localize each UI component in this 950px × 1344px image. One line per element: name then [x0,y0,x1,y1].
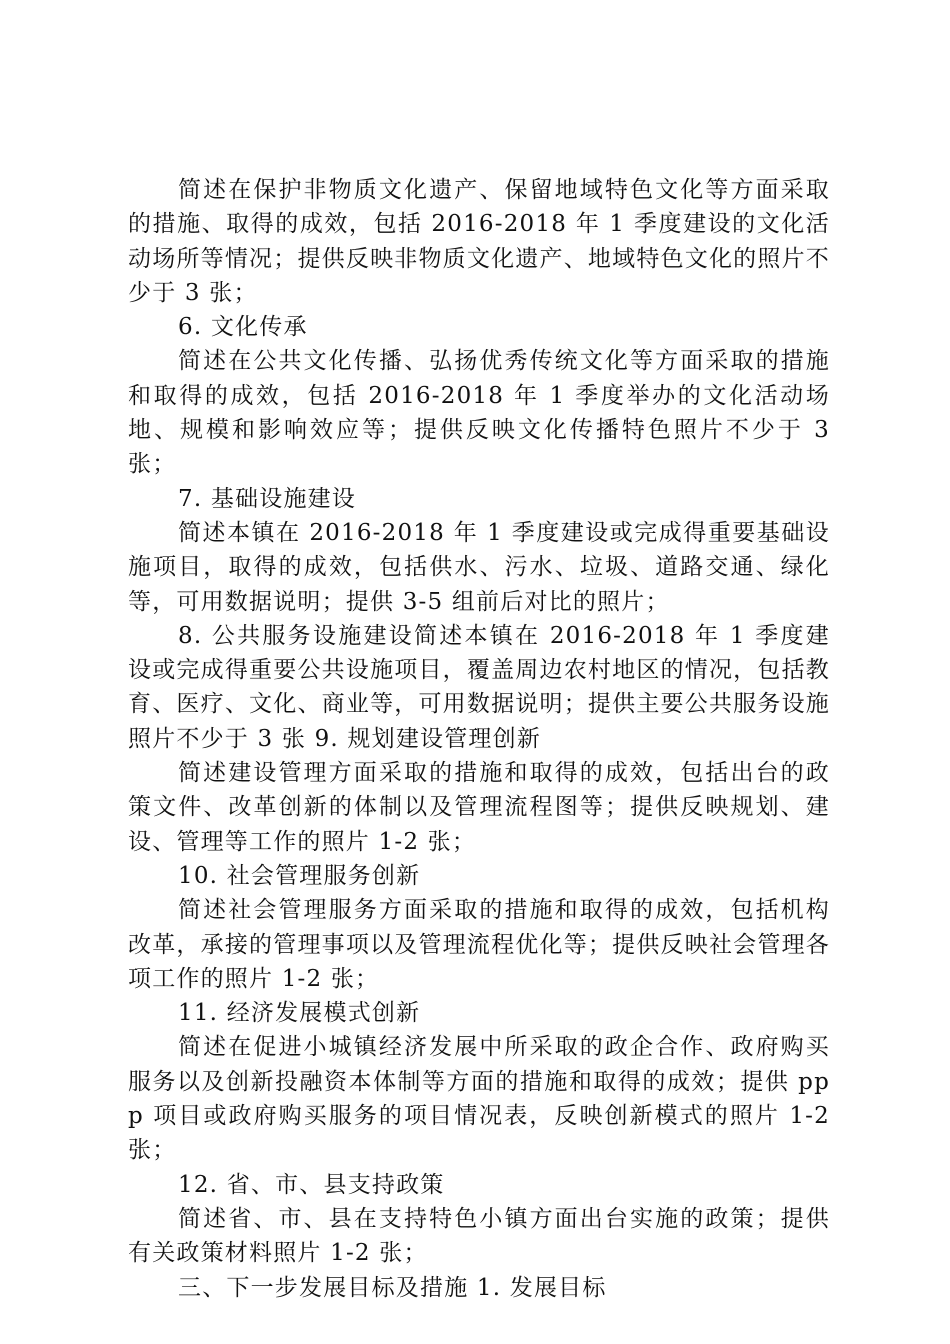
paragraph-support-policy: 简述省、市、县在支持特色小镇方面出台实施的政策；提供有关政策材料照片 1-2 张； [128,1205,830,1267]
paragraph-planning-management: 简述建设管理方面采取的措施和取得的成效，包括出台的政策文件、改革创新的体制以及管理流程图等；提供反映规划、建设、管理等工作的照片 1-2 张； [128,760,830,855]
heading-infrastructure: 7. 基础设施建设 [178,485,357,512]
heading-support-policy: 12. 省、市、县支持政策 [178,1171,445,1198]
paragraph-social-management: 简述社会管理服务方面采取的措施和取得的成效，包括机构改革，承接的管理事项以及管理流程优化等；提供反映社会管理各项工作的照片 1-2 张； [128,897,830,992]
paragraph-cultural-inheritance: 简述在公共文化传播、弘扬优秀传统文化等方面采取的措施和取得的成效，包括 2016-2018 年 1 季度举办的文化活动场地、规模和影响效应等；提供反映文化传播特色照片不少于 3 张； [128,348,830,478]
paragraph-infrastructure: 简述本镇在 2016-2018 年 1 季度建设或完成得重要基础设施项目，取得的成效，包括供水、污水、垃圾、道路交通、绿化等，可用数据说明；提供 3-5 组前后对比的照片； [128,519,830,615]
document-body [128,173,830,1305]
heading-cultural-inheritance: 6. 文化传承 [178,314,308,341]
heading-economic-model: 11. 经济发展模式创新 [178,1000,421,1027]
heading-social-management: 10. 社会管理服务创新 [178,862,421,889]
paragraph-economic-model: 简述在促进小城镇经济发展中所采取的政企合作、政府购买服务以及创新投融资本体制等方面的措施和取得的成效；提供 ppp 项目或政府购买服务的项目情况表，反映创新模式的照片 1-2 张； [128,1034,830,1164]
heading-next-steps: 三、下一步发展目标及措施 1. 发展目标 [178,1274,607,1301]
paragraph-public-service-facilities: 8. 公共服务设施建设简述本镇在 2016-2018 年 1 季度建设或完成得重要公共设施项目，覆盖周边农村地区的情况，包括教育、医疗、文化、商业等，可用数据说明；提供主要公共服务设施照片不少于 3 张 9. 规划建设管理创新 [128,622,830,752]
paragraph-intangible-heritage: 简述在保护非物质文化遗产、保留地域特色文化等方面采取的措施、取得的成效，包括 2016-2018 年 1 季度建设的文化活动场所等情况；提供反映非物质文化遗产、地域特色文化的照片不少于 3 张； [128,177,830,306]
